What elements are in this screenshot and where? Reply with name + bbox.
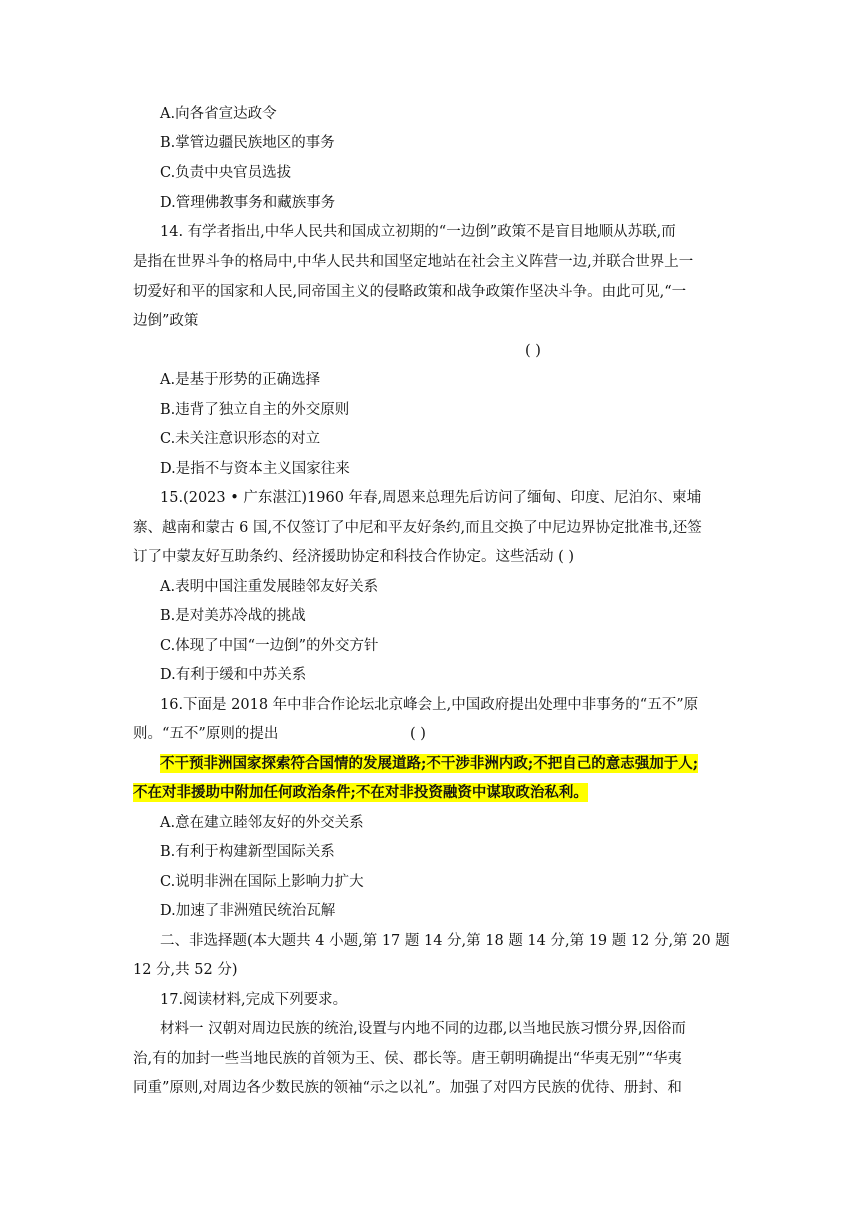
q16-stem-line-2: 则。“五不”原则的提出	[133, 726, 279, 742]
q13-option-b: B.掌管边疆民族地区的事务	[160, 135, 335, 151]
q17-intro: 17.阅读材料,完成下列要求。	[160, 992, 348, 1008]
q16-option-b: B.有利于构建新型国际关系	[160, 844, 335, 860]
q13-option-c: C.负责中央官员选拔	[160, 165, 292, 181]
q14-option-d: D.是指不与资本主义国家往来	[160, 461, 350, 477]
q16-stem-line-1: 16.下面是 2018 年中非合作论坛北京峰会上,中国政府提出处理中非事务的“五不”原	[160, 697, 699, 713]
q16-highlight-text-2: 不在对非援助中附加任何政治条件;不在对非投资融资中谋取政治私利。	[133, 784, 588, 801]
q14-option-b: B.违背了独立自主的外交原则	[160, 402, 350, 418]
q13-option-a: A.向各省宣达政令	[160, 106, 277, 122]
q16-option-a: A.意在建立睦邻友好的外交关系	[160, 815, 364, 831]
q16-highlight-line-2	[133, 783, 733, 803]
q14-stem-line-2: 是指在世界斗争的格局中,中华人民共和国坚定地站在社会主义阵营一边,并联合世界上一	[133, 254, 694, 270]
q14-stem-line-3: 切爱好和平的国家和人民,同帝国主义的侵略政策和战争政策作坚决斗争。由此可见,“一	[133, 284, 687, 300]
q15-option-c: C.体现了中国“一边倒”的外交方针	[160, 638, 379, 654]
q15-option-d: D.有利于缓和中苏关系	[160, 667, 307, 683]
q14-answer-paren: ( )	[525, 343, 541, 359]
q15-stem-line-3: 订了中蒙友好互助条约、经济援助协定和科技合作协定。这些活动 ( )	[133, 549, 575, 565]
q14-stem-line-1: 14. 有学者指出,中华人民共和国成立初期的“一边倒”政策不是盲目地顺从苏联,而	[160, 224, 676, 240]
q16-highlight-line-1	[160, 754, 760, 774]
q17-material-line-3: 同重”原则,对周边各少数民族的领袖“示之以礼”。加强了对四方民族的优待、册封、和	[133, 1080, 682, 1096]
q15-stem-line-2: 寨、越南和蒙古 6 国,不仅签订了中尼和平友好条约,而且交换了中尼边界协定批准书,还签	[133, 520, 702, 536]
q14-option-a: A.是基于形势的正确选择	[160, 372, 321, 388]
q14-option-c: C.未关注意识形态的对立	[160, 431, 321, 447]
q17-material-line-2: 治,有的加封一些当地民族的首领为王、侯、郡长等。唐王朝明确提出“华夷无别”“华夷	[133, 1051, 682, 1067]
q16-option-c: C.说明非洲在国际上影响力扩大	[160, 874, 364, 890]
q15-option-b: B.是对美苏冷战的挑战	[160, 608, 306, 624]
q15-stem-line-1: 15.(2023 • 广东湛江)1960 年春,周恩来总理先后访问了缅甸、印度、尼泊尔、柬埔	[160, 490, 702, 506]
q16-option-d: D.加速了非洲殖民统治瓦解	[160, 903, 336, 919]
q14-stem-line-4: 边倒”政策	[133, 313, 199, 329]
q15-option-a: A.表明中国注重发展睦邻友好关系	[160, 579, 379, 595]
q17-material-line-1: 材料一 汉朝对周边民族的统治,设置与内地不同的边郡,以当地民族习惯分界,因俗而	[160, 1021, 686, 1037]
q16-highlight-text-1: 不干预非洲国家探索符合国情的发展道路;不干涉非洲内政;不把自己的意志强加于人;	[160, 755, 699, 772]
q16-answer-paren: ( )	[410, 726, 426, 742]
section-2-heading-line-1: 二、非选择题(本大题共 4 小题,第 17 题 14 分,第 18 题 14 分,第 19 题 12 分,第 20 题	[160, 933, 730, 949]
q13-option-d: D.管理佛教事务和藏族事务	[160, 195, 336, 211]
section-2-heading-line-2: 12 分,共 52 分)	[133, 962, 238, 978]
